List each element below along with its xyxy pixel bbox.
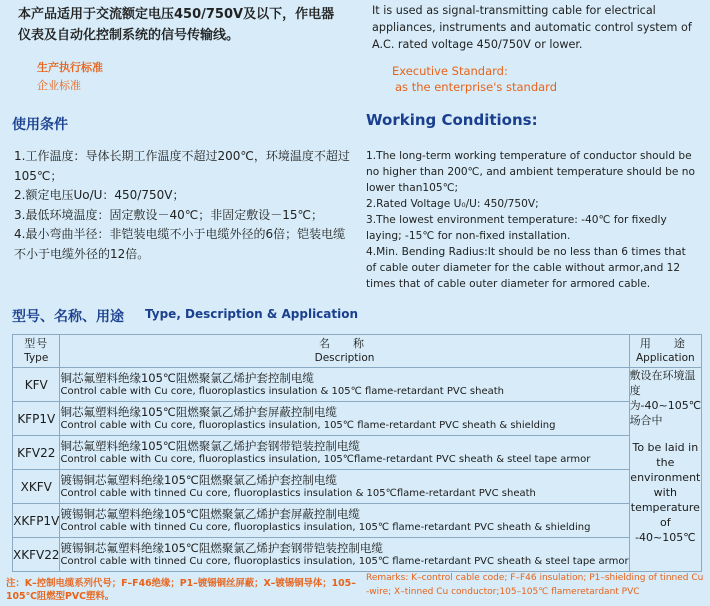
- type-cell: KFP1V: [13, 402, 60, 436]
- application-cell: [629, 368, 702, 572]
- standard-label-en: Executive Standard:: [392, 64, 508, 78]
- description-en: Control cable with Cu core, fluoroplastics insulation, 105℃ flame-retardant PVC sheath & shielding: [60, 419, 556, 431]
- type-cell: XKFV22: [13, 538, 60, 572]
- description-cell: [60, 402, 629, 436]
- description-cell: [60, 470, 629, 504]
- intro-text-cn: 本产品适用于交流额定电压450/750V及以下，作电器仪表及自动化控制系统的信号传输线。: [18, 7, 335, 43]
- description-header: [60, 335, 629, 368]
- condition-item: 2.Rated Voltage U₀/U: 450/750V;: [366, 198, 539, 210]
- conditions-heading-cn: 使用条件: [12, 117, 68, 133]
- application-header-en: Application: [636, 352, 695, 364]
- type-section-heading-en: Type, Description & Application: [145, 307, 359, 321]
- table-row: [13, 436, 702, 470]
- application-cn: 敷设在环境温度为-40~105℃场合中: [629, 369, 702, 427]
- table-row: [13, 368, 702, 402]
- remarks-cn: 注：K–控制电缆系列代号；F–F46绝缘；P1–镀锡铜丝屏蔽；X–镀锡铜导体；105–105℃阻燃型PVC塑料。: [6, 578, 356, 602]
- standard-value-cn: 企业标准: [37, 79, 81, 92]
- description-header-cn: 名 称: [319, 337, 371, 350]
- application-header-cn: 用 途: [639, 337, 691, 350]
- description-cn: 铜芯氟塑料绝缘105℃阻燃聚氯乙烯护套控制电缆: [60, 370, 314, 385]
- type-cell: KFV: [13, 368, 60, 402]
- type-section-heading-cn: 型号、名称、用途: [12, 309, 124, 325]
- description-en: Control cable with Cu core, fluoroplastics insulation & 105℃ flame-retardant PVC sheath: [60, 385, 504, 397]
- table-row: [13, 470, 702, 504]
- description-en: Control cable with tinned Cu core, fluoroplastics insulation & 105℃flame-retardant PVC sheath: [60, 487, 536, 499]
- condition-item: 1.工作温度：导体长期工作温度不超过200℃，环境温度不超过105℃；: [14, 149, 350, 183]
- conditions-heading-en: Working Conditions:: [366, 111, 538, 129]
- description-en: Control cable with Cu core, fluoroplastics insulation, 105℃flame-retardant PVC sheath & steel tape armor: [60, 453, 591, 465]
- description-en: Control cable with tinned Cu core, fluoroplastics insulation, 105℃ flame-retardant PVC sheath & shielding: [60, 521, 591, 533]
- condition-item: 4.Min. Bending Radius:It should be no less than 6 times that of cable outer diameter for the cable without armor,and 12 times that of cable outer diameter for armored cable.: [366, 246, 686, 290]
- description-cn: 镀锡铜芯氟塑料绝缘105℃阻燃聚氯乙烯护套屏蔽控制电缆: [60, 506, 360, 521]
- table-row: [13, 504, 702, 538]
- condition-item: 4.最小弯曲半径：非铠装电缆不小于电缆外径的6倍；铠装电缆不小于电缆外径的12倍。: [14, 227, 346, 261]
- intro-text-en: It is used as signal-transmitting cable for electrical appliances, instruments and automatic control system of A.C. rated voltage 450/750V or lower.: [372, 4, 692, 51]
- table-header-row: [13, 335, 702, 368]
- standard-value-en: as the enterprise's standard: [395, 80, 558, 94]
- condition-item: 3.The lowest environment temperature: -40℃ for fixedly laying; -15℃ for non-fixed installation.: [366, 214, 667, 242]
- conditions-list-cn: [14, 147, 354, 264]
- remarks-en: Remarks: K–control cable code; F–F46 insulation; P1–shielding of tinned Cu -wire; X–tinned Cu conductor;105–105℃ flameretardant PVC: [366, 573, 704, 597]
- type-header-en: Type: [24, 352, 49, 364]
- table-row: [13, 538, 702, 572]
- description-header-en: Description: [314, 352, 375, 364]
- application-en: To be laid in the environment with temperature of -40~105℃: [630, 441, 701, 544]
- standard-label-cn: 生产执行标准: [37, 61, 103, 74]
- condition-item: 3.最低环境温度：固定敷设－40℃；非固定敷设－15℃；: [14, 207, 323, 222]
- description-cell: [60, 436, 629, 470]
- description-cell: [60, 538, 629, 572]
- description-cn: 铜芯氟塑料绝缘105℃阻燃聚氯乙烯护套钢带铠装控制电缆: [60, 438, 360, 453]
- description-cell: [60, 368, 629, 402]
- table-row: [13, 402, 702, 436]
- condition-item: 2.额定电压Uo/U：450/750V；: [14, 188, 185, 202]
- type-cell: XKFV: [13, 470, 60, 504]
- type-cell: XKFP1V: [13, 504, 60, 538]
- application-header: [629, 335, 702, 368]
- description-en: Control cable with tinned Cu core, fluoroplastics insulation, 105℃ flame-retardant PVC sheath & steel tape armor: [60, 555, 629, 567]
- description-cn: 铜芯氟塑料绝缘105℃阻燃聚氯乙烯护套屏蔽控制电缆: [60, 404, 337, 419]
- condition-item: 1.The long-term working temperature of conductor should be no higher than 200℃, and ambient temperature should be no lower than105℃;: [366, 150, 695, 194]
- conditions-list-en: [366, 148, 696, 292]
- description-cn: 镀锡铜芯氟塑料绝缘105℃阻燃聚氯乙烯护套钢带铠装控制电缆: [60, 540, 383, 555]
- type-header-cn: 型号: [24, 337, 49, 350]
- description-cn: 镀锡铜芯氟塑料绝缘105℃阻燃聚氯乙烯护套控制电缆: [60, 472, 337, 487]
- type-header: [13, 335, 60, 368]
- cable-type-table: [12, 334, 702, 572]
- description-cell: [60, 504, 629, 538]
- type-cell: KFV22: [13, 436, 60, 470]
